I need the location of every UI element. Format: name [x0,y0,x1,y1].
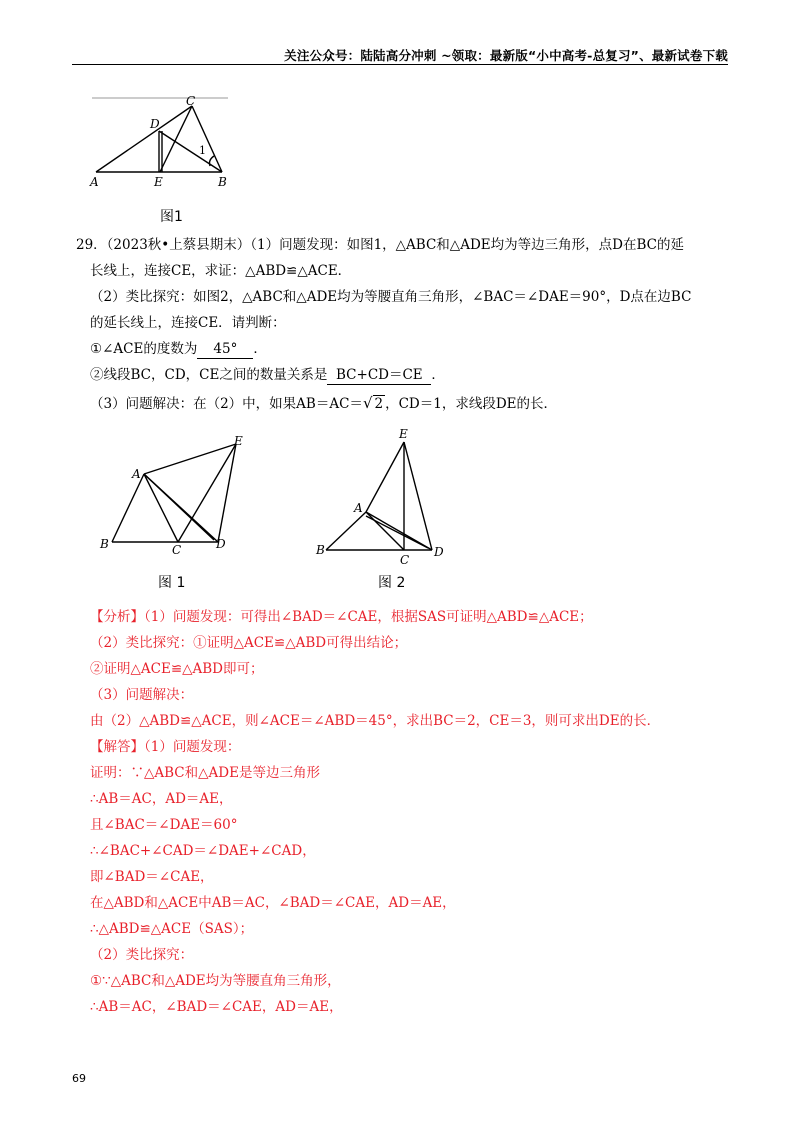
q7-suffix: ，CD＝1，求线段DE的长． [385,396,558,412]
figure-2-caption: 图 2 [378,575,406,591]
solution-line-4: 由（2）△ABD≌△ACE，则∠ACE＝∠ABD＝45°，求出BC＝2，CE＝3，则可求出DE的长． [90,713,661,729]
q6-answer: BC+CD＝CE [327,366,431,385]
top-figure [86,94,236,194]
solution-line-6: 证明：∵△ABC和△ADE是等边三角形 [90,765,320,781]
solution-line-10: 即∠BAD＝∠CAE， [90,869,214,885]
solution-line-13: （2）类比探究： [90,947,194,963]
fig2-label-c: C [400,553,410,564]
q5-prefix: ①∠ACE的度数为 [90,341,198,357]
question-line-7 [90,394,557,413]
header-text: 关注公众号：陆陆高分冲刺 ~领取：最新版“小中高考-总复习”、最新试卷下载 [284,48,728,63]
figure-1 [96,432,256,558]
q7-sqrt-radicand: 2 [374,396,384,412]
solution-line-3: （3）问题解决： [90,687,194,703]
solution-line-12: ∴△ABD≌△ACE（SAS）； [90,921,254,937]
top-fig-label-angle: 1 [199,144,206,157]
fig2-label-e: E [399,427,408,441]
solution-line-2: ②证明△ACE≌△ABD即可； [90,661,264,677]
fig1-label-d: D [216,537,226,551]
solution-line-1: （2）类比探究：①证明△ACE≌△ABD可得出结论； [90,635,408,651]
sqrt-sign: √ [362,394,373,412]
question-line-6 [90,366,445,385]
top-figure-caption: 图1 [160,209,183,225]
fig1-label-b: B [100,537,109,551]
question-line-2: 长线上，连接CE，求证：△ABD≌△ACE． [90,263,352,279]
q6-prefix: ②线段BC，CD，CE之间的数量关系是 [90,367,328,383]
question-line-5 [90,340,267,359]
fig1-label-a: A [132,467,141,481]
fig1-label-c: C [172,543,182,557]
top-fig-label-a: A [90,175,99,189]
q6-suffix: ． [431,367,445,383]
question-line-3: （2）类比探究：如图2，△ABC和△ADE均为等腰直角三角形，∠BAC＝∠DAE＝90°，D点在边BC [90,289,692,305]
solution-line-11: 在△ABD和△ACE中AB＝AC，∠BAD＝∠CAE，AD＝AE， [90,895,456,911]
question-line-1: 29．（2023秋•上蔡县期末）（1）问题发现：如图1，△ABC和△ADE均为等边三角形，点D在BC的延 [76,237,684,253]
solution-line-8: 且∠BAC＝∠DAE＝60° [90,817,238,833]
question-line-4: 的延长线上，连接CE．请判断： [90,315,286,331]
fig2-label-d: D [434,545,444,559]
solution-line-5: 【解答】（1）问题发现： [90,739,241,755]
page-header [72,44,728,65]
figure-2 [312,424,462,564]
solution-line-9: ∴∠BAC+∠CAD＝∠DAE+∠CAD， [90,843,316,859]
solution-line-7: ∴AB＝AC，AD＝AE， [90,791,233,807]
solution-line-14: ①∵△ABC和△ADE均为等腰直角三角形， [90,973,341,989]
top-fig-label-c: C [186,94,196,108]
solution-line-0: 【分析】（1）问题发现：可得出∠BAD＝∠CAE，根据SAS可证明△ABD≌△ACE； [90,609,593,625]
solution-line-15: ∴AB＝AC，∠BAD＝∠CAE，AD＝AE， [90,999,343,1015]
fig1-label-e: E [234,434,243,448]
top-fig-label-b: B [218,175,227,189]
fig2-label-a: A [354,501,363,515]
top-fig-label-e: E [154,175,163,189]
page-number: 69 [72,1072,86,1085]
q5-answer: 45° [197,340,253,359]
q7-prefix: （3）问题解决：在（2）中，如果AB＝AC＝ [90,396,363,412]
fig2-label-b: B [316,543,325,557]
q5-suffix: ． [253,341,267,357]
top-fig-label-d: D [150,117,160,131]
figure-1-caption: 图 1 [158,575,186,591]
